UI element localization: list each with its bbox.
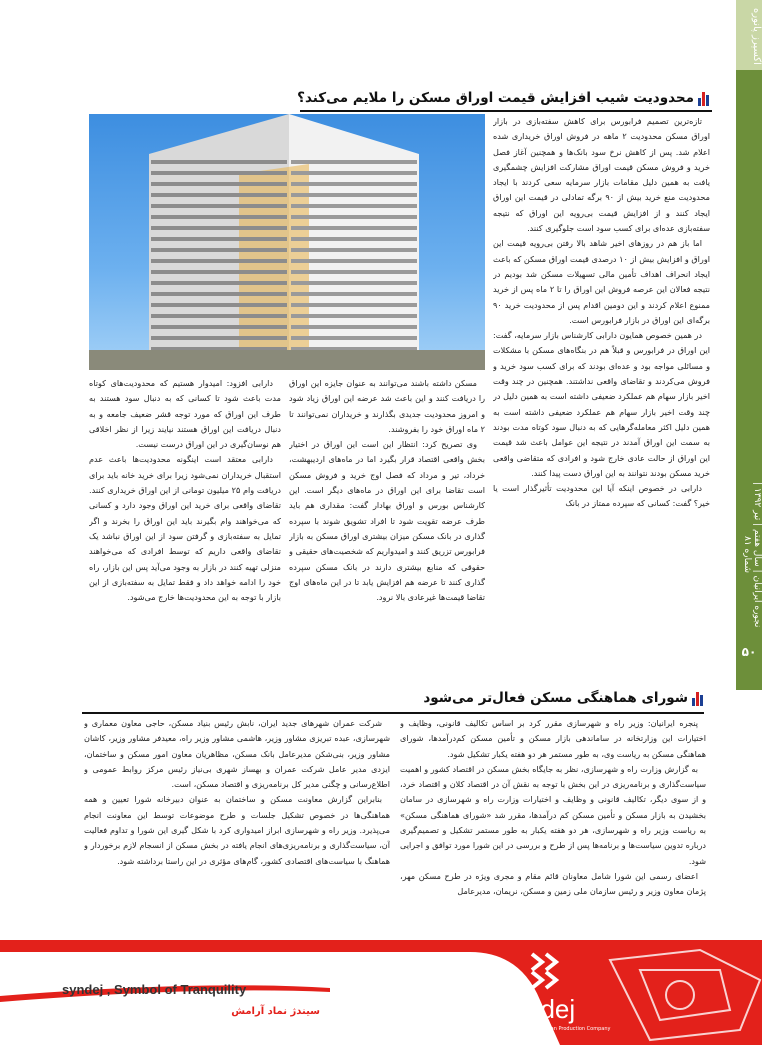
company-name: Zarin Sana Parsian Production Company — [510, 1026, 611, 1032]
paragraph: دارابی معتقد است اینگونه محدودیت‌ها باعث عدم استقبال خریداران نمی‌شود زیرا برای خرید خانه باید برای دریافت وام ۲۵ میلیون تومانی از این اوراق خریداری کنند. تقاضای واقعی برای خرید این اوراق وجود دارد و کسانی که می‌خواهند وام بگیرند باید این اوراق را بخرند و اگر تمایل به سفته‌بازی و گرفتن سود از این اوراق نباشد یک تقاضای واقعی داریم که توسط افرادی که می‌خواهند منزلی تهیه کنند در بازار به وجود می‌آید پس این بازار، راه خود را ادامه خواهد داد و فقط تمایل به سفته‌بازی از این بازار با توجه به این محدودیت‌ها خارج می‌شود. — [89, 454, 281, 603]
footer-tagline-fa: سیندژ نماد آرامش — [231, 1006, 320, 1017]
paragraph: بنابراین گزارش معاونت مسکن و ساختمان به عنوان دبیرخانه شورا تعیین و همه هماهنگی‌ها در خصوص تشکیل جلسات و طرح موضوعات توسط این معاونت انجام می‌پذیرد. وزیر راه و شهرسازی ابراز امیدواری کرد با شکل گیری این شورا و تداوم فعالیت آن، سیاست‌گذاری و برنامه‌ریزی‌های انجام یافته در بخش مسکن از انسجام لازم برخوردار و هماهنگ با سیاست‌های اقتصادی کشور، گام‌های مؤثری در این راستا برداشته شود. — [84, 794, 390, 866]
title-underline — [82, 712, 704, 714]
article2-column-left — [84, 716, 390, 938]
footer-advert — [0, 940, 762, 1045]
paragraph: اما باز هم در روزهای اخیر شاهد بالا رفتن بی‌رویه قیمت این اوراق و افزایش بیش از ۱۰ درصدی قیمت اوراق مسکن که باعث ایجاد انحراف اهداف تأمین مالی تسهیلات مسکن شد بودیم در نتیجه فعالان این عرصه فروش این اوراق را تا ۲ ماه پس از خرید ممنوع اعلام کردند و این دومین اقدام پس از محدودیت خرید ۹۰ برگه‌ای این اوراق در بازار فرابورس است. — [493, 238, 710, 325]
bar-chart-icon — [698, 92, 712, 106]
paragraph: دارابی افزود: امیدوار هستیم که محدودیت‌های کوتاه مدت باعث شود تا کسانی که به دنبال سود هستند به طرف این اوراق که مورد توجه قشر ضعیف جامعه و به دنبال دریافت این اوراق هستند نیایند زیرا از نظر اخلاقی هم نوسان‌گیری در این اوراق درست نیست. — [89, 378, 281, 450]
paragraph: اعضای رسمی این شورا شامل معاونان قائم مقام و مجری ویژه در طرح مسکن مهر، پژمان معاون وزیر و رئیس سازمان ملی زمین و مسکن، نریمان، مدیرعامل — [400, 870, 706, 897]
article1-title: محدودیت شیب افزایش قیمت اوراق مسکن را ملایم می‌کند؟ — [297, 90, 694, 106]
footer-tagline: syndej , Symbol of Tranquility — [62, 982, 247, 997]
paragraph: دارابی در خصوص اینکه آیا این محدودیت تأثیرگذار است یا خیر؟ گفت: کسانی که سپرده ممتاز در بانک — [493, 483, 710, 509]
issue-label: نجوره ایرانیان | سال هفتم | تیر ۱۳۹۲ | شماره ۸۱ — [742, 482, 762, 628]
paragraph: مسکن داشته باشند می‌توانند به عنوان جایزه این اوراق را دریافت کنند و این باعث شد عرضه این اوراق زیاد شود و امروز محدودیت جدیدی بگذارند و خریداران نمی‌توانند تا ۲ ماه اوراق خود را بفروشند. — [289, 378, 485, 434]
article2-column-right — [400, 716, 706, 938]
tower-illustration — [89, 114, 485, 370]
article1-column-middle — [289, 376, 485, 664]
article1-column-right — [493, 114, 710, 664]
paragraph: در همین خصوص همایون دارابی کارشناس بازار سرمایه، گفت: این اوراق در فرابورس و قبلاً هم در بنگاه‌های مسکن با مشکلات و مسائلی مواجه بود و عده‌ای بودند که برای کسب سود خرید و فروش می‌کردند و تقاضای واقعی نداشتند. همچنین در چند وقت اخیر بازار سهام هم عملکرد ضعیفی داشته است به همین دلیل در چند وقت اخیر بازار سهام هم عملکرد ضعیفی داشته است به همین دلیل اکثر معامله‌گرهایی که به دنبال سود کوتاه مدت بودند به سمت این اوراق آمدند در نتیجه این عوامل باعث شد قیمت این اوراق از حالت عادی خارج شود و افرادی که متقاضی واقعی خرید مسکن بودند نتوانند به این اوراق دست پیدا کنند. — [493, 330, 710, 478]
title-underline — [300, 110, 712, 112]
paragraph: پنجره ایرانیان: وزیر راه و شهرسازی مقرر کرد بر اساس تکالیف قانونی، وظایف و اختیارات این وزارتخانه در ساماندهی بازار مسکن و تأمین مسکن کم‌درآمدها، شورای هماهنگی مسکن به ریاست وی، به طور مستمر هر دو هفته یکبار تشکیل شود. — [400, 718, 706, 759]
paragraph: تازه‌ترین تصمیم فرابورس برای کاهش سفته‌بازی در بازار اوراق مسکن محدودیت ۲ ماهه در فروش اوراق خریداری شده اعلام شد. پس از کاهش نرخ سود بانک‌ها و همچنین آغاز فصل خرید و فروش مسکن قیمت اوراق مشارکت افزایش چشمگیری یافت به همین دلیل مقامات بازار سرمایه سعی کردند با ایجاد محدودیت منع خرید بیش از ۹۰ برگه تمادلی در قیمت این اوراق ایجاد کنند و از افزایش قیمت بی‌رویه این اوراق که نتیجه سفته‌بازی عده‌ای برای کسب سود است جلوگیری کنند. — [493, 116, 710, 234]
syndej-logo-icon — [518, 950, 578, 994]
paragraph: وی تصریح کرد: انتظار این است این اوراق در اختیار بخش واقعی اقتصاد قرار بگیرد اما در ماه‌های اردیبهشت، خرداد، تیر و مرداد که فصل اوج خرید و فروش مسکن است تقاضا برای این اوراق در ماه‌های دیگر است. این کارشناس بورس و اوراق بهادار گفت: مقداری هم باید طرف عرضه تقویت شود تا افراد تشویق شوند با سپرده گذاری در بانک مسکن میزان بیشتری اوراق مسکن به بازار فرابورس تزریق کنند و امیدواریم که شخصیت‌های حقیقی و حقوقی که منابع بیشتری دارند در بانک مسکن سپرده گذاری کنند تا عرضه هم افزایش یابد تا در این ماه‌های اوج تقاضا قیمت‌ها غیرعادی بالا نرود. — [289, 439, 485, 603]
article2-title: شورای هماهنگی مسکن فعال‌تر می‌شود — [423, 690, 688, 706]
section-label: اکسپرز پانوره — [751, 7, 762, 65]
brand-name: syndej — [500, 994, 576, 1024]
paragraph: شرکت عمران شهرهای جدید ایران، نابش رئیس بنیاد مسکن، حاجی معاون معماری و شهرسازی، عبده تبریزی مشاور وزیر، هاشمی مشاور وزیر راه، معیدفر مشاور وزیر، کاشان مشاور وزیر، بنی‌شکن مدیرعامل بانک مسکن، مظاهریان معاون امور مسکن و ساختمان، ایزدی مدیر عامل شرکت عمران و بهساز شهری بی‌نیاز رئیس مرکز روابط عمومی و اطلاع‌رسانی و چگنی مدیر کل برنامه‌ریزی و اقتصاد مسکن، است. — [84, 718, 390, 790]
article1-column-left — [89, 376, 281, 664]
paragraph: به گزارش وزارت راه و شهرسازی، نظر به جایگاه بخش مسکن در اقتصاد کشور و اهمیت سیاست‌گذاری و برنامه‌ریزی در این بخش با توجه به نقش آن در اقتصاد کلان و اقتصاد خرد، و از سوی دیگر، تکالیف قانونی و وظایف و اختیارات وزارت راه و شهرسازی در سامان بخشیدن به بازار مسکن و تأمین مسکن کم درآمدها، مقرر شد «شورای هماهنگی مسکن» به ریاست وزیر راه و شهرسازی، هر دو هفته یکبار به طور مستمر تشکیل و تصمیم‌گیری درباره تدوین سیاست‌ها و برنامه‌ها پس از طرح و بررسی در این شورا مورد توافق و اجرایی شود. — [400, 763, 706, 866]
bar-chart-icon — [692, 692, 706, 706]
building-photo — [89, 114, 485, 370]
page-number: ۵۰ — [741, 645, 757, 659]
